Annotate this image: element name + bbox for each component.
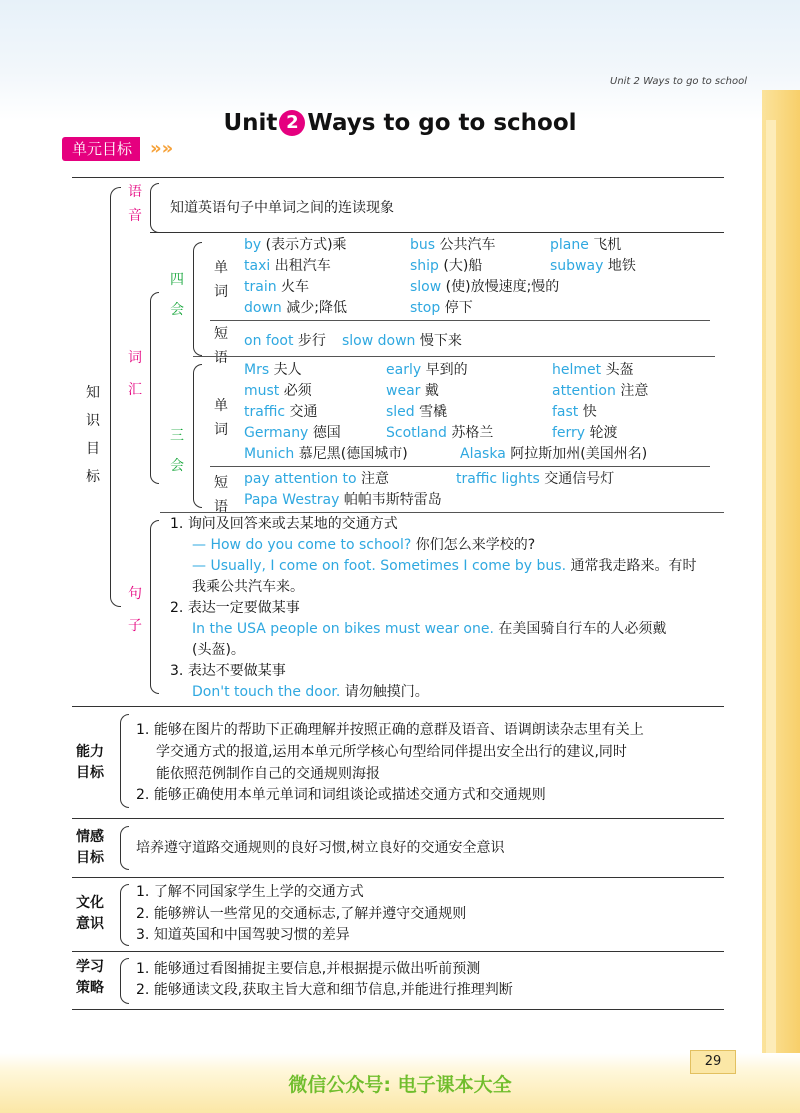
divider <box>210 466 710 467</box>
vocab-word: down 减少;降低 <box>244 300 347 316</box>
divider <box>210 320 710 321</box>
vocab-phrase: slow down 慢下来 <box>342 333 462 349</box>
vocab-word: Scotland 苏格兰 <box>386 425 494 441</box>
ability-item-line: 能依照范例制作自己的交通规则海报 <box>156 766 380 782</box>
knowledge-brace <box>110 187 121 607</box>
page-edge-stripe-inner <box>766 120 776 1113</box>
phrases-label: 短 语 <box>214 475 228 515</box>
sentence-line: (头盔)。 <box>192 642 245 658</box>
sentence-line: 我乘公共汽车来。 <box>192 579 304 595</box>
emotion-label: 情感 目标 <box>76 829 104 866</box>
culture-item: 1. 了解不同国家学生上学的交通方式 <box>136 884 364 900</box>
vocab-brace <box>150 292 159 484</box>
phonetics-label: 语 音 <box>128 184 142 224</box>
culture-brace <box>120 884 129 946</box>
vocab-phrase: traffic lights 交通信号灯 <box>456 471 615 487</box>
vocab-word: wear 戴 <box>386 383 439 399</box>
four-skills-brace <box>193 242 202 356</box>
divider <box>160 512 724 513</box>
vocab-word: slow (使)放慢速度;慢的 <box>410 279 560 295</box>
divider <box>193 356 715 357</box>
divider <box>72 951 724 952</box>
page-title <box>0 110 800 136</box>
words-label: 单 词 <box>214 260 228 300</box>
running-head: Unit 2 Ways to go to school <box>610 76 747 87</box>
vocab-word: Alaska 阿拉斯加州(美国州名) <box>460 446 648 462</box>
ability-brace <box>120 714 129 808</box>
strategy-item: 2. 能够通读文段,获取主旨大意和细节信息,并能进行推理判断 <box>136 982 513 998</box>
vocab-word: fast 快 <box>552 404 597 420</box>
vocab-word: Mrs 夫人 <box>244 362 302 378</box>
divider <box>72 877 724 878</box>
vocab-word: taxi 出租汽车 <box>244 258 331 274</box>
sentence-item-title: 2. 表达一定要做某事 <box>170 600 300 616</box>
sentences-label: 句 子 <box>128 586 142 634</box>
vocab-word: helmet 头盔 <box>552 362 634 378</box>
vocab-word: by (表示方式)乘 <box>244 237 347 253</box>
sentences-brace <box>150 520 159 694</box>
phonetics-brace <box>150 183 159 233</box>
chevron-icon: »» <box>150 138 174 159</box>
section-banner: 单元目标 <box>62 137 140 161</box>
vocab-word: Germany 德国 <box>244 425 341 441</box>
vocab-word: ferry 轮渡 <box>552 425 618 441</box>
vocab-word: bus 公共汽车 <box>410 237 496 253</box>
vocab-word: sled 雪橇 <box>386 404 448 420</box>
emotion-brace <box>120 826 129 870</box>
ability-item: 1. 能够在图片的帮助下正确理解并按照正确的意群及语音、语调朗读杂志里有关上 <box>136 722 644 738</box>
sentence-line: Don't touch the door. 请勿触摸门。 <box>192 684 429 700</box>
vocab-phrase: Papa Westray 帕帕韦斯特雷岛 <box>244 492 442 508</box>
divider <box>150 232 724 233</box>
vocab-word: must 必须 <box>244 383 312 399</box>
strategy-brace <box>120 958 129 1004</box>
culture-item: 2. 能够辨认一些常见的交通标志,了解并遵守交通规则 <box>136 906 467 922</box>
ability-label: 能力 目标 <box>76 744 104 781</box>
sentence-item-title: 1. 询问及回答来或去某地的交通方式 <box>170 516 398 532</box>
vocab-word: ship (大)船 <box>410 258 483 274</box>
page-number: 29 <box>690 1050 736 1074</box>
vocab-word: traffic 交通 <box>244 404 318 420</box>
footer-watermark: 微信公众号: 电子课本大全 <box>288 1074 512 1096</box>
title-text: Ways to go to school <box>307 110 577 136</box>
vocab-phrase: pay attention to 注意 <box>244 471 390 487</box>
sentence-item-title: 3. 表达不要做某事 <box>170 663 286 679</box>
culture-label: 文化 意识 <box>76 895 104 932</box>
four-skills-label: 四 会 <box>170 272 184 318</box>
words-label: 单 词 <box>214 398 228 438</box>
ability-item: 2. 能够正确使用本单元单词和词组谈论或描述交通方式和交通规则 <box>136 787 546 803</box>
ability-item-line: 学交通方式的报道,运用本单元所学核心句型给同伴提出安全出行的建议,同时 <box>156 744 627 760</box>
knowledge-label: 知 识 目 标 <box>86 385 100 485</box>
strategy-item: 1. 能够通过看图捕捉主要信息,并根据提示做出听前预测 <box>136 961 481 977</box>
sentence-line: — How do you come to school? 你们怎么来学校的? <box>192 537 536 553</box>
culture-item: 3. 知道英国和中国驾驶习惯的差异 <box>136 927 350 943</box>
vocab-word: plane 飞机 <box>550 237 622 253</box>
emotion-content: 培养遵守道路交通规则的良好习惯,树立良好的交通安全意识 <box>136 840 505 856</box>
strategy-label: 学习 策略 <box>76 959 104 996</box>
sentence-line: — Usually, I come on foot. Sometimes I come by bus. 通常我走路来。有时 <box>192 558 697 574</box>
divider <box>72 1009 724 1010</box>
unit-number-badge: 2 <box>279 110 305 136</box>
phrases-label: 短 语 <box>214 326 228 366</box>
divider <box>72 177 724 178</box>
vocab-label: 词 汇 <box>128 350 142 398</box>
vocab-word: early 早到的 <box>386 362 468 378</box>
three-skills-label: 三 会 <box>170 428 184 474</box>
title-prefix: Unit <box>223 110 278 136</box>
vocab-word: attention 注意 <box>552 383 649 399</box>
three-skills-brace <box>193 364 202 508</box>
divider <box>72 706 724 707</box>
phonetics-content: 知道英语句子中单词之间的连读现象 <box>170 200 394 216</box>
sentence-line: In the USA people on bikes must wear one. 在美国骑自行车的人必须戴 <box>192 621 667 637</box>
header-background <box>0 0 800 120</box>
divider <box>72 818 724 819</box>
vocab-word: train 火车 <box>244 279 310 295</box>
vocab-phrase: on foot 步行 <box>244 333 326 349</box>
vocab-word: subway 地铁 <box>550 258 636 274</box>
vocab-word: stop 停下 <box>410 300 473 316</box>
vocab-word: Munich 慕尼黑(德国城市) <box>244 446 408 462</box>
